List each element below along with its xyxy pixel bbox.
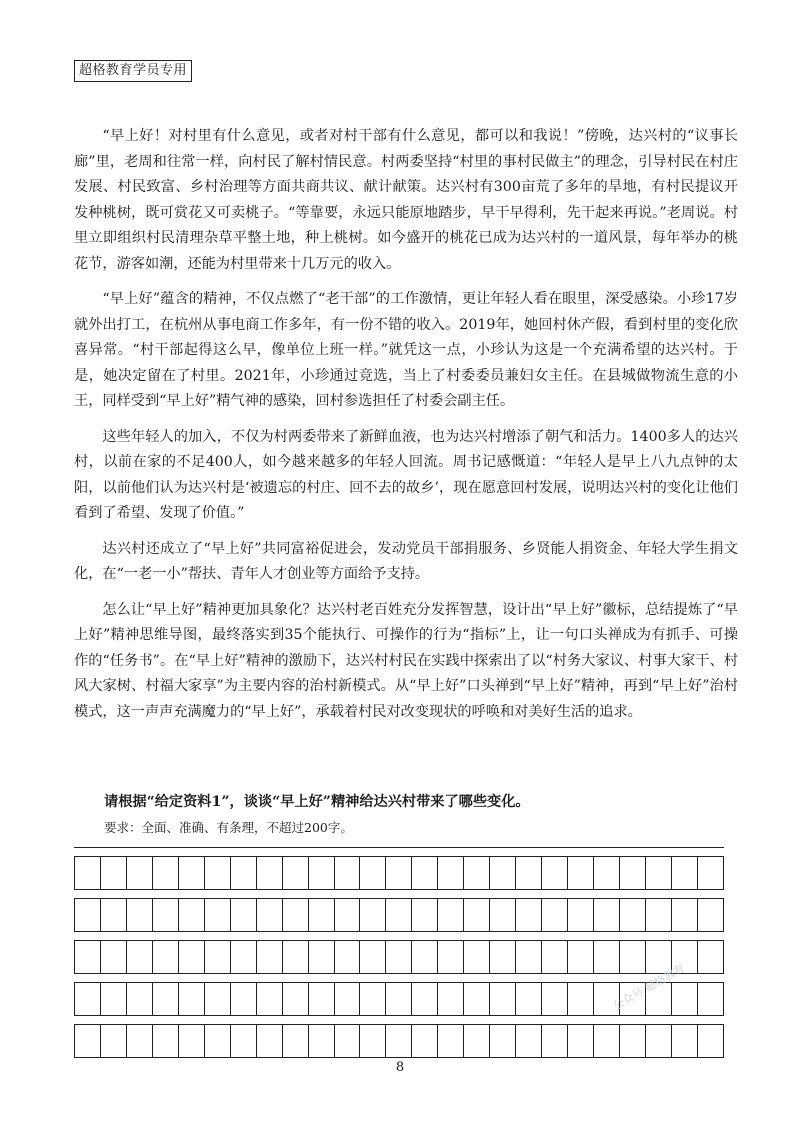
grid-cell[interactable] (360, 1025, 386, 1058)
grid-cell[interactable] (179, 983, 205, 1016)
grid-cell[interactable] (516, 899, 542, 932)
grid-cell[interactable] (698, 941, 724, 974)
grid-row (74, 847, 724, 889)
grid-row (74, 889, 724, 931)
grid-cell[interactable] (490, 899, 516, 932)
grid-cell[interactable] (646, 899, 672, 932)
grid-cells (74, 898, 724, 932)
grid-cells (74, 1024, 724, 1058)
grid-cell[interactable] (257, 941, 283, 974)
grid-cell[interactable] (672, 1025, 698, 1058)
page-number: 8 (395, 1060, 405, 1075)
grid-cell[interactable] (179, 1025, 205, 1058)
grid-cell[interactable] (257, 857, 283, 890)
material-body (74, 124, 738, 735)
grid-cell[interactable] (516, 941, 542, 974)
grid-cell[interactable] (386, 941, 412, 974)
grid-cell[interactable] (231, 941, 257, 974)
grid-cell[interactable] (594, 941, 620, 974)
grid-cell[interactable] (490, 1025, 516, 1058)
grid-cell[interactable] (127, 1025, 153, 1058)
grid-row (74, 931, 724, 973)
grid-cell[interactable] (568, 983, 594, 1016)
grid-cell[interactable] (542, 1025, 568, 1058)
grid-cell[interactable] (386, 983, 412, 1016)
grid-cell[interactable] (127, 983, 153, 1016)
grid-cell[interactable] (438, 1025, 464, 1058)
grid-cell[interactable] (257, 1025, 283, 1058)
grid-cell[interactable] (412, 857, 438, 890)
grid-cell[interactable] (490, 857, 516, 890)
grid-cell[interactable] (672, 857, 698, 890)
grid-cell[interactable] (153, 899, 179, 932)
paragraph-4: 达兴村还成立了“早上好”共同富裕促进会，发动党员干部捐服务、乡贤能人捐资金、年轻大学生捐文化，在“一老一小”帮扶、青年人才创业等方面给予支持。 (74, 540, 738, 582)
grid-cell[interactable] (283, 983, 309, 1016)
answer-requirement: 要求：全面、准确、有条理，不超过200字。 (104, 820, 353, 835)
grid-cell[interactable] (568, 899, 594, 932)
grid-cell[interactable] (516, 983, 542, 1016)
grid-cell[interactable] (283, 857, 309, 890)
grid-cell[interactable] (309, 857, 335, 890)
paragraph-3: 这些年轻人的加入，不仅为村两委带来了新鲜血液，也为达兴村增添了朝气和活力。1400多人的达兴村，以前在家的不足400人，如今越来越多的年轻人回流。周书记感慨道：“年轻人是早上八九点钟的太阳，以前他们认为达兴村是‘被遗忘的村庄、回不去的故乡’，现在愿意回村发展，说明达兴村的变化让他们看到了希望、发现了价值。” (74, 428, 738, 521)
grid-cell[interactable] (101, 941, 127, 974)
grid-cell[interactable] (205, 1025, 231, 1058)
grid-cell[interactable] (412, 983, 438, 1016)
grid-cell[interactable] (101, 1025, 127, 1058)
grid-cell[interactable] (153, 857, 179, 890)
grid-cell[interactable] (516, 1025, 542, 1058)
grid-cell[interactable] (101, 899, 127, 932)
grid-cell[interactable] (620, 857, 646, 890)
grid-cell[interactable] (231, 899, 257, 932)
grid-cell[interactable] (75, 857, 101, 890)
watermark: 公众号 超格教育 (611, 961, 688, 1013)
grid-cell[interactable] (542, 941, 568, 974)
grid-cell[interactable] (335, 983, 361, 1016)
grid-cell[interactable] (360, 983, 386, 1016)
paragraph-2: “早上好”蕴含的精神，不仅点燃了“老干部”的工作激情，更让年轻人看在眼里，深受感染。小珍17岁就外出打工，在杭州从事电商工作多年，有一份不错的收入。2019年，她回村休产假，看到村里的变化欣喜异常。“村干部起得这么早，像单位上班一样。”就凭这一点，小珍认为这是一个充满希望的达兴村。于是，她决定留在了村里。2021年，小珍通过竞选，当上了村委委员兼妇女主任。在县城做物流生意的小王，同样受到“早上好”精气神的感染，回村参选担任了村委会副主任。 (74, 291, 738, 409)
grid-cell[interactable] (153, 983, 179, 1016)
grid-cell[interactable] (438, 983, 464, 1016)
grid-cell[interactable] (205, 899, 231, 932)
grid-cell[interactable] (283, 899, 309, 932)
grid-cell[interactable] (335, 941, 361, 974)
grid-cell[interactable] (490, 941, 516, 974)
student-badge: 超格教育学员专用 (74, 60, 192, 82)
grid-cell[interactable] (309, 1025, 335, 1058)
grid-cell[interactable] (127, 857, 153, 890)
grid-cell[interactable] (179, 857, 205, 890)
question-prompt: 请根据“给定资料1”，谈谈“早上好”精神给达兴村带来了哪些变化。 (104, 794, 530, 810)
grid-cell[interactable] (101, 857, 127, 890)
grid-cell[interactable] (231, 1025, 257, 1058)
grid-cell[interactable] (594, 857, 620, 890)
grid-cell[interactable] (464, 1025, 490, 1058)
grid-cell[interactable] (438, 899, 464, 932)
grid-cell[interactable] (672, 899, 698, 932)
grid-cell[interactable] (309, 983, 335, 1016)
grid-cell[interactable] (516, 857, 542, 890)
grid-cell[interactable] (309, 941, 335, 974)
grid-cell[interactable] (412, 899, 438, 932)
grid-cell[interactable] (257, 983, 283, 1016)
paragraph-1: “早上好！对村里有什么意见，或者对村干部有什么意见，都可以和我说！”傍晚，达兴村的“议事长廊”里，老周和往常一样，向村民了解村情民意。村两委坚持“村里的事村民做主”的理念，引导村民在村庄发展、村民致富、乡村治理等方面共商共议、献计献策。达兴村有300亩荒了多年的旱地，有村民提议开发种桃树，既可赏花又可卖桃子。“等靠要，永远只能原地踏步，早干早得利，先干起来再说。”老周说。村里立即组织村民清理杂草平整土地，种上桃树。如今盛开的桃花已成为达兴村的一道风景，每年举办的桃花节，游客如潮，还能为村里带来十几万元的收入。 (74, 128, 738, 272)
grid-cell[interactable] (283, 941, 309, 974)
grid-cell[interactable] (542, 983, 568, 1016)
grid-cell[interactable] (75, 1025, 101, 1058)
paragraph-5: 怎么让“早上好”精神更加具象化？达兴村老百姓充分发挥智慧，设计出“早上好”徽标，总结提炼了“早上好”精神思维导图，最终落实到35个能执行、可操作的行为“指标”上，让一句口头禅成为有抓手、可操作的“任务书”。在“早上好”精神的激励下，达兴村村民在实践中探索出了以“村务大家议、村事大家干、村风大家树、村福大家享”为主要内容的治村新模式。从“早上好”口头禅到“早上好”精神，再到“早上好”治村模式，这一声声充满魔力的“早上好”，承载着村民对改变现状的呼唤和对美好生活的追求。 (74, 601, 738, 720)
grid-cell[interactable] (464, 941, 490, 974)
grid-cell[interactable] (205, 857, 231, 890)
grid-cell[interactable] (568, 857, 594, 890)
grid-cell[interactable] (386, 1025, 412, 1058)
grid-cell[interactable] (101, 983, 127, 1016)
grid-cell[interactable] (75, 983, 101, 1016)
grid-cell[interactable] (412, 941, 438, 974)
grid-row (74, 1015, 724, 1058)
grid-cells (74, 940, 724, 974)
grid-cell[interactable] (153, 1025, 179, 1058)
grid-cell[interactable] (698, 983, 724, 1016)
grid-cell[interactable] (360, 941, 386, 974)
grid-cell[interactable] (568, 941, 594, 974)
grid-cell[interactable] (153, 941, 179, 974)
grid-cell[interactable] (335, 899, 361, 932)
grid-cell[interactable] (672, 983, 698, 1016)
grid-cell[interactable] (698, 857, 724, 890)
grid-cell[interactable] (205, 983, 231, 1016)
grid-cell[interactable] (698, 899, 724, 932)
grid-cell[interactable] (490, 983, 516, 1016)
grid-cell[interactable] (309, 899, 335, 932)
grid-cell[interactable] (620, 1025, 646, 1058)
grid-cell[interactable] (127, 899, 153, 932)
grid-cell[interactable] (335, 1025, 361, 1058)
grid-cell[interactable] (127, 941, 153, 974)
grid-cell[interactable] (75, 899, 101, 932)
grid-cells (74, 856, 724, 890)
grid-cell[interactable] (464, 899, 490, 932)
grid-cell[interactable] (542, 899, 568, 932)
grid-cell[interactable] (257, 899, 283, 932)
grid-cell[interactable] (231, 857, 257, 890)
grid-cell[interactable] (179, 941, 205, 974)
grid-cell[interactable] (360, 899, 386, 932)
grid-cell[interactable] (412, 1025, 438, 1058)
grid-cell[interactable] (568, 1025, 594, 1058)
grid-cell[interactable] (594, 899, 620, 932)
grid-cell[interactable] (283, 1025, 309, 1058)
grid-cell[interactable] (205, 941, 231, 974)
grid-cell[interactable] (386, 857, 412, 890)
grid-cell[interactable] (360, 857, 386, 890)
grid-cell[interactable] (594, 1025, 620, 1058)
grid-cell[interactable] (620, 941, 646, 974)
grid-cell[interactable] (231, 983, 257, 1016)
grid-cell[interactable] (542, 857, 568, 890)
grid-cell[interactable] (464, 857, 490, 890)
grid-cell[interactable] (179, 899, 205, 932)
grid-cell[interactable] (646, 857, 672, 890)
grid-cell[interactable] (464, 983, 490, 1016)
grid-cell[interactable] (438, 941, 464, 974)
grid-cell[interactable] (438, 857, 464, 890)
grid-cell[interactable] (335, 857, 361, 890)
grid-cell[interactable] (698, 1025, 724, 1058)
grid-cell[interactable] (386, 899, 412, 932)
grid-cell[interactable] (620, 899, 646, 932)
answer-grid[interactable] (74, 847, 724, 1058)
grid-cell[interactable] (75, 941, 101, 974)
grid-cell[interactable] (646, 1025, 672, 1058)
